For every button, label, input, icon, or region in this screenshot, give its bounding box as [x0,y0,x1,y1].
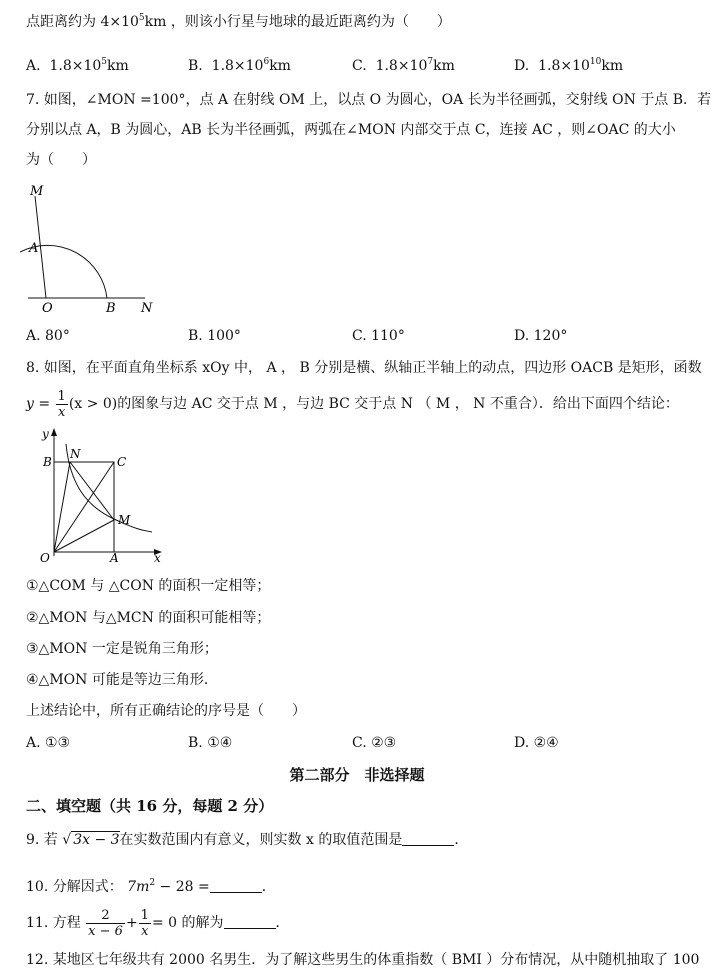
q6-option-a[interactable] [26,52,129,76]
q8-stem-line-2 [26,386,679,422]
part-two-title: 第二部分 非选择题 [289,766,425,784]
q6-stem-pre: 点距离约为 4×10 [26,14,139,30]
q8-y-arrow [51,428,57,436]
q6-option-c-exp: 7 [427,57,434,67]
q8-label-o: O [40,551,50,564]
q8-segment-oc [54,462,114,552]
q6-option-b[interactable] [188,52,291,76]
q11-fraction-2 [139,908,151,939]
q8-segment-mn [70,462,114,520]
q10-expr-exp: 2 [149,878,156,888]
q9-radicand: 3x − 3 [73,832,120,848]
q6-option-d-base: 1.8×10 [538,58,590,74]
q11-line [26,905,290,941]
q8-segment-om [54,520,114,552]
q7-option-b[interactable]: B. 100° [188,328,241,344]
q7-option-d[interactable]: D. 120° [514,328,568,344]
q8-func-cond: (x > 0) [68,396,118,412]
q8-stem-line-1: 8. 如图，在平面直角坐标系 xOy 中， A ， B 分别是横、纵轴正半轴上的动点，四边形 OACB 是矩形，函数 [26,360,702,376]
q8-conclusion-2: ②△MON 与△MCN 的面积可能相等； [26,610,271,626]
q8-func-den: x [58,404,66,420]
q8-option-c[interactable]: C. ②③ [352,735,397,751]
q8-stem-line-2-post: 的图象与边 AC 交于点 M ，与边 BC 交于点 N （ M ， N 不重合）．给出下面四个结论： [117,396,679,412]
q11-eq: = 0 的解为 [151,915,224,931]
q11-answer-blank[interactable] [224,914,276,929]
section-fill-blank-title: 二、填空题（共 16 分，每题 2 分） [26,797,274,815]
q8-question: 上述结论中，所有正确结论的序号是（ ） [26,703,306,719]
q8-conclusion-3: ③△MON 一定是锐角三角形； [26,641,218,657]
q8-conclusion-1: ①△COM 与 △CON 的面积一定相等； [26,578,271,594]
q8-figure [26,424,166,564]
q8-func-y: y = [26,396,51,412]
q7-label-o: O [42,301,53,315]
q11-f1-den: x − 6 [88,923,123,939]
q10-answer-blank[interactable] [210,878,262,893]
q6-option-b-unit: km [269,58,291,74]
q8-option-b[interactable]: B. ①④ [188,735,233,751]
q6-option-d-exp: 10 [589,57,602,67]
q9-post: 在实数范围内有意义，则实数 x 的取值范围是 [119,832,403,848]
q7-stem-line-1: 7. 如图，∠MON =100°，点 A 在射线 OM 上，以点 O 为圆心，OA 长为半径画弧，交射线 ON 于点 B．若 [26,92,712,108]
q6-option-a-label: A. [26,58,41,74]
q9-pre: 9. 若 [26,832,58,848]
q10-pre: 10. 分解因式： [26,879,123,895]
q6-stem-line [26,8,451,32]
q11-fraction-1 [86,908,125,939]
q10-line [26,873,276,897]
q8-segment-on [54,462,70,552]
q11-f2-den: x [141,923,149,939]
q7-stem-line-3: 为（ ） [26,152,96,168]
q7-label-n: N [141,301,153,315]
q6-option-a-unit: km [107,58,129,74]
q8-label-c: C [117,455,127,469]
q6-option-b-base: 1.8×10 [211,58,264,74]
q10-expr-b: − 28 = [155,879,210,895]
q6-option-c-base: 1.8×10 [375,58,428,74]
q10-end: ． [261,879,276,895]
q7-figure [20,180,165,315]
q6-option-d-unit: km [601,58,624,74]
q7-label-m: M [30,184,44,199]
q8-option-d[interactable]: D. ②④ [514,735,559,751]
q11-f2-num: 1 [140,907,149,923]
q7-option-a[interactable]: A. 80° [26,328,70,344]
q6-option-d[interactable] [514,52,623,76]
q9-answer-blank[interactable] [402,831,454,846]
q12-stem-line-1: 12. 某地区七年级共有 2000 名男生．为了解这些男生的体重指数（ BMI ）分布情况，从中随机抽取了 100 [26,952,700,968]
q9-line [26,830,468,850]
q8-label-b: B [43,455,52,469]
q11-plus: + [125,915,138,931]
q6-option-b-label: B. [188,58,203,74]
q7-label-b: B [106,301,116,315]
q8-label-m: M [118,513,131,527]
q11-f1-num: 2 [86,908,125,924]
q9-end: ． [454,832,469,848]
q9-radical: √ 3x − 3 [62,832,120,848]
q6-stem-post: km ，则该小行星与地球的最近距离约为（ ） [144,14,451,30]
q7-stem-line-2: 分别以点 A，B 为圆心，AB 长为半径画弧，两弧在∠MON 内部交于点 C，连接 AC ，则∠OAC 的大小 [26,122,676,138]
q8-option-a[interactable]: A. ①③ [26,735,71,751]
q7-label-a: A [29,241,39,256]
q6-option-a-exp: 5 [101,57,108,67]
q8-label-y: y [42,427,49,441]
q11-end: ． [275,915,290,931]
q6-option-c-label: C. [352,58,367,74]
q7-option-c[interactable]: C. 110° [352,328,405,344]
q6-option-d-label: D. [514,58,530,74]
q8-label-x: x [154,551,161,564]
q10-expr-a: 7m [127,879,150,895]
q6-option-c-unit: km [433,58,455,74]
q6-option-b-exp: 6 [263,57,270,67]
q8-conclusion-4: ④△MON 可能是等边三角形． [26,672,218,688]
q8-func-num: 1 [57,388,66,404]
q6-option-c[interactable] [352,52,455,76]
q8-label-a: A [110,551,119,564]
q6-option-a-base: 1.8×10 [49,58,102,74]
q8-label-n: N [70,447,81,461]
q8-func-fraction [56,389,68,420]
q11-pre: 11. 方程 [26,915,81,931]
q6-stem-exp: 5 [138,13,145,23]
